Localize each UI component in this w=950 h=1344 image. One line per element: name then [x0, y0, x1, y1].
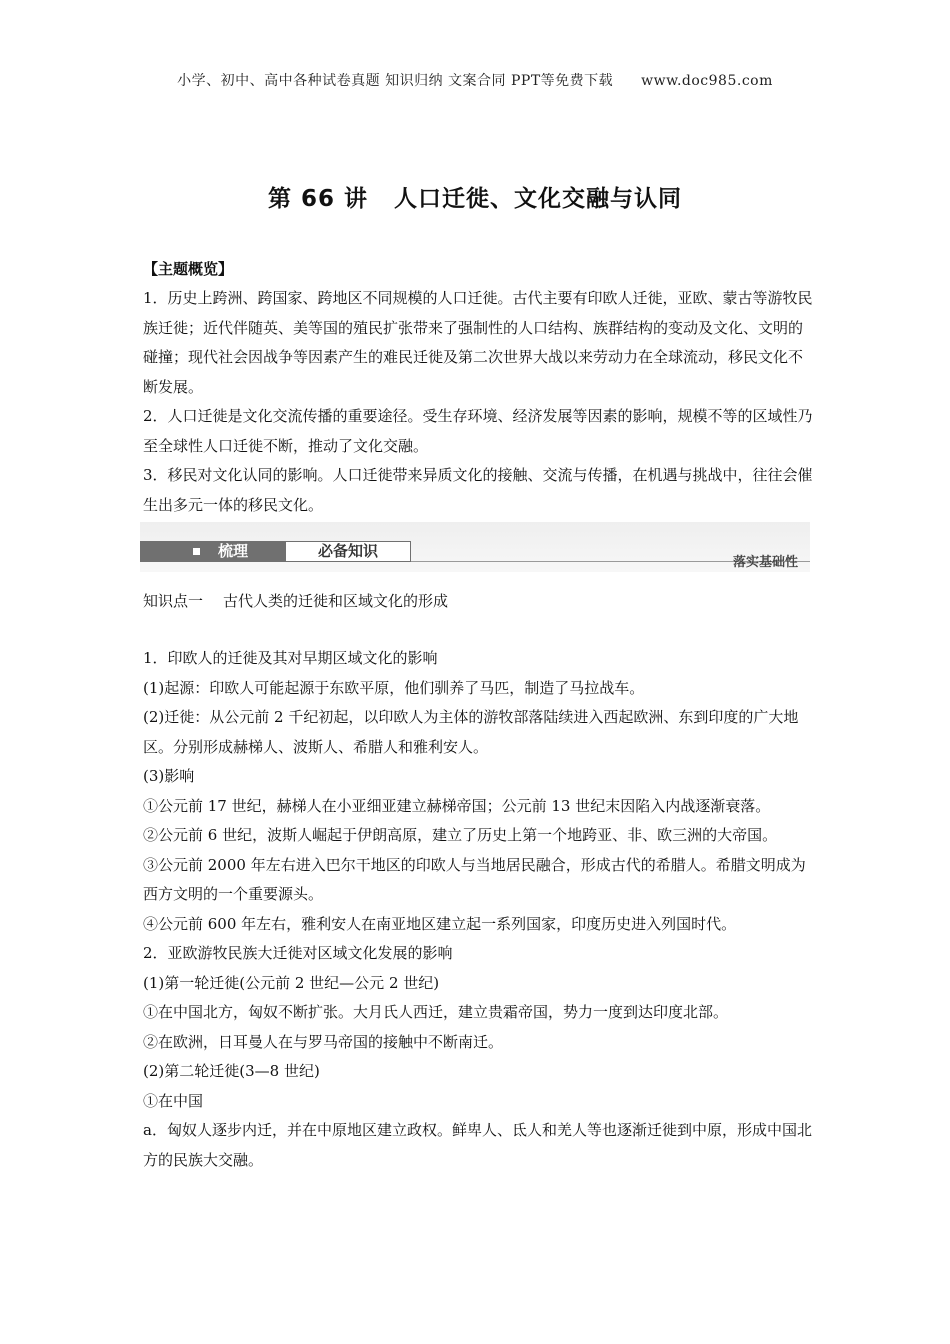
- banner-tab-dark: 梳理: [140, 541, 285, 562]
- overview-paragraph: 2．人口迁徙是文化交流传播的重要途径。受生存环境、经济发展等因素的影响，规模不等的区域性乃至全球性人口迁徙不断，推动了文化交融。: [143, 407, 813, 455]
- content-line: ②在欧洲，日耳曼人在与罗马帝国的接触中不断南迁。: [143, 1032, 504, 1051]
- overview-paragraph: 1．历史上跨洲、跨国家、跨地区不同规模的人口迁徙。古代主要有印欧人迁徙，亚欧、蒙古等游牧民族迁徙；近代伴随英、美等国的殖民扩张带来了强制性的人口结构、族群结构的变动及文化、文明的碰撞；现代社会因战争等因素产生的难民迁徙及第二次世界大战以来劳动力在全球流动，移民文化不断发展。: [143, 289, 813, 396]
- overview-heading: 【主题概览】: [143, 260, 234, 278]
- lecture-name: 人口迁徙、文化交融与认同: [394, 186, 683, 212]
- content-line: 1．印欧人的迁徙及其对早期区域文化的影响: [143, 649, 438, 667]
- square-bullet-icon: [193, 548, 200, 555]
- content-line: ①在中国: [143, 1091, 204, 1110]
- content-line: (1)第一轮迁徙(公元前 2 世纪—公元 2 世纪): [143, 973, 440, 992]
- lecture-number: 第 66 讲: [267, 186, 369, 212]
- content-line: (2)第二轮迁徙(3—8 世纪): [143, 1062, 320, 1080]
- page-header: [0, 70, 950, 90]
- content-line: ②公元前 6 世纪，波斯人崛起于伊朗高原，建立了历史上第一个地跨亚、非、欧三洲的大帝国。: [143, 826, 778, 844]
- content-line: a．匈奴人逐步内迁，并在中原地区建立政权。鲜卑人、氐人和羌人等也逐渐迁徙到中原，形成中国北方的民族大交融。: [143, 1121, 812, 1169]
- content-line: ①在中国北方，匈奴不断扩张。大月氏人西迁，建立贵霜帝国，势力一度到达印度北部。: [143, 1003, 729, 1021]
- content-line: ①公元前 17 世纪，赫梯人在小亚细亚建立赫梯帝国；公元前 13 世纪末因陷入内战逐渐衰落。: [143, 796, 771, 815]
- knowledge-point-title: 古代人类的迁徙和区域文化的形成: [223, 592, 449, 610]
- content-line: (3)影响: [143, 767, 195, 785]
- content-body: [143, 644, 815, 1175]
- section-banner: [140, 522, 810, 572]
- knowledge-point-label: 知识点一: [143, 592, 204, 610]
- knowledge-point-heading: [143, 590, 448, 611]
- content-line: ③公元前 2000 年左右进入巴尔干地区的印欧人与当地居民融合，形成古代的希腊人。希腊文明成为西方文明的一个重要源头。: [143, 855, 806, 903]
- banner-tab-light: 必备知识: [285, 541, 411, 562]
- banner-right-label: 落实基础性: [732, 555, 798, 570]
- content-line: ④公元前 600 年左右，雅利安人在南亚地区建立起一系列国家，印度历史进入列国时代。: [143, 914, 737, 933]
- content-line: (1)起源：印欧人可能起源于东欧平原，他们驯养了马匹，制造了马拉战车。: [143, 678, 645, 697]
- overview-paragraph: 3．移民对文化认同的影响。人口迁徙带来异质文化的接触、交流与传播，在机遇与挑战中，往往会催生出多元一体的移民文化。: [143, 466, 813, 514]
- content-line: (2)迁徙：从公元前 2 千纪初起，以印欧人为主体的游牧部落陆续进入西起欧洲、东到印度的广大地区。分别形成赫梯人、波斯人、希腊人和雅利安人。: [143, 708, 799, 756]
- lecture-title: [0, 180, 950, 213]
- content-line: 2．亚欧游牧民族大迁徙对区域文化发展的影响: [143, 944, 453, 962]
- header-site: www.doc985.com: [641, 73, 773, 89]
- overview-body: [143, 284, 815, 520]
- header-text: 小学、初中、高中各种试卷真题 知识归纳 文案合同 PPT等免费下载: [177, 73, 614, 89]
